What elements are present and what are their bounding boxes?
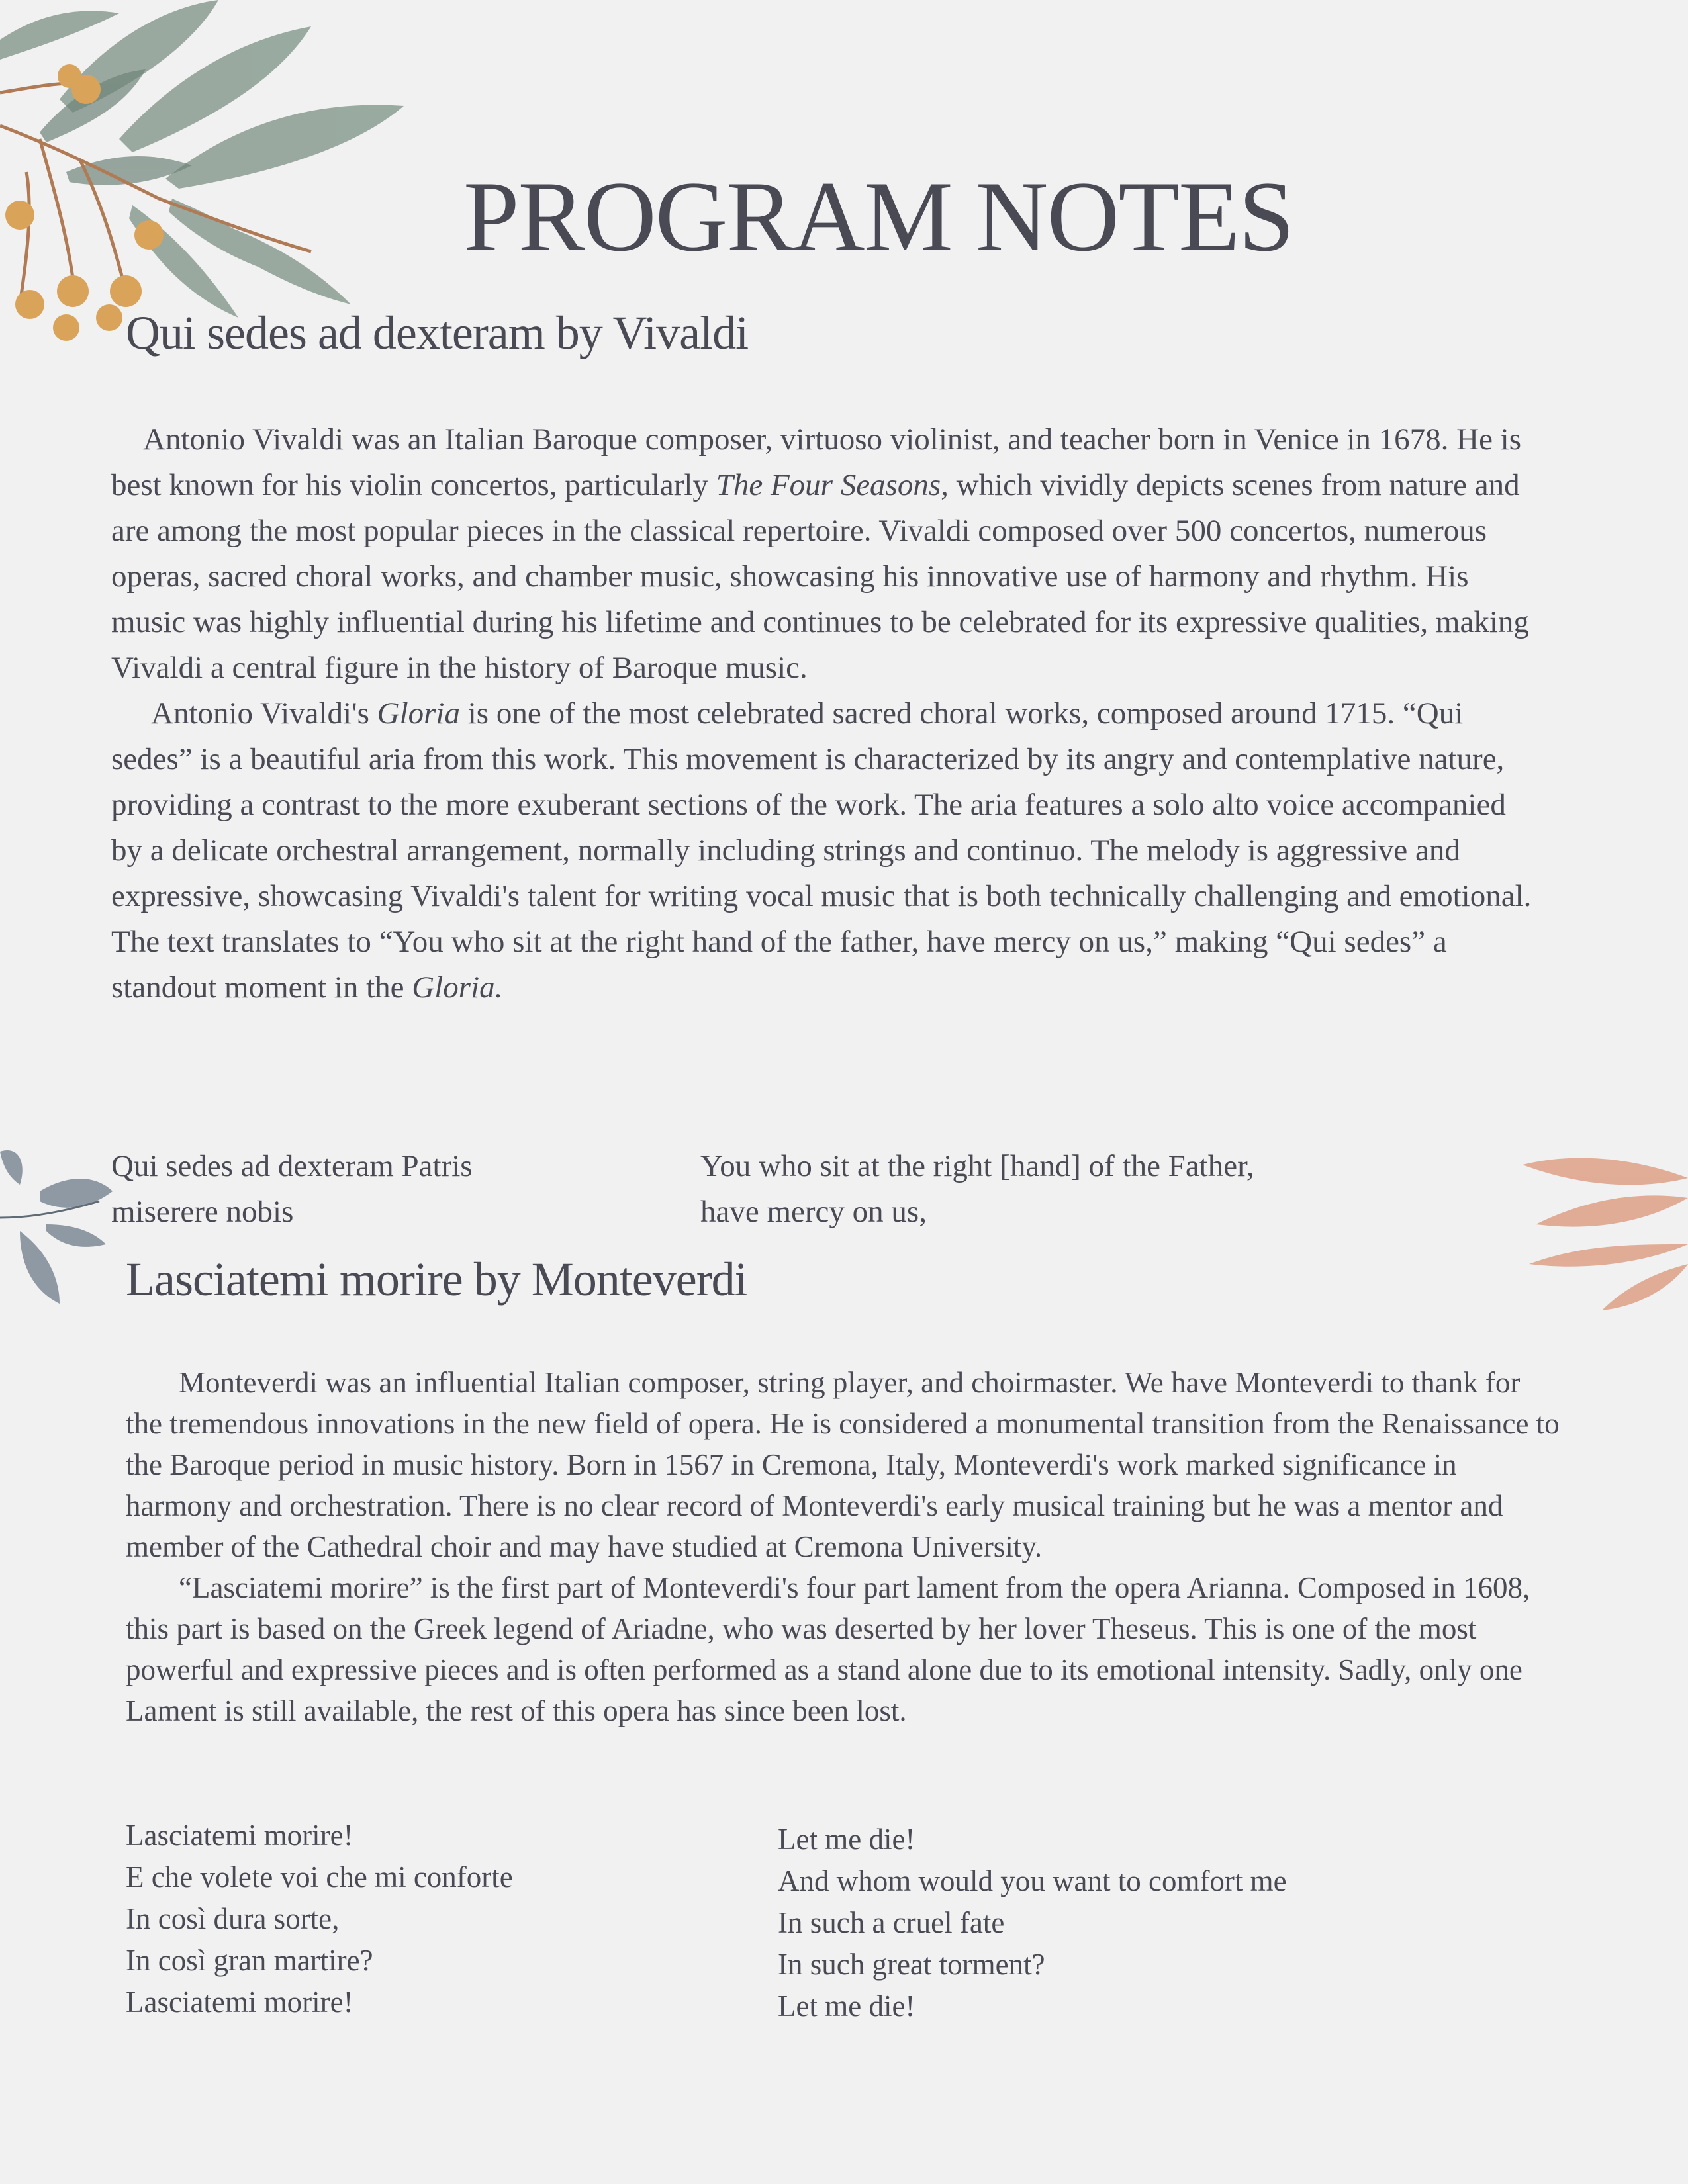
monteverdi-lyrics-italian bbox=[126, 1815, 761, 2023]
eucalyptus-branch-illustration bbox=[0, 0, 543, 357]
lyric-line: And whom would you want to comfort me bbox=[778, 1864, 1287, 1897]
vivaldi-lyrics-latin bbox=[111, 1144, 694, 1235]
vivaldi-heading: Qui sedes ad dexteram by Vivaldi bbox=[126, 306, 749, 359]
vivaldi-lyrics-english bbox=[700, 1144, 1429, 1235]
peach-leaves-illustration bbox=[1523, 1152, 1688, 1330]
lyric-line: In such great torment? bbox=[778, 1948, 1045, 1981]
monteverdi-heading: Lasciatemi morire by Monteverdi bbox=[126, 1253, 747, 1306]
lyric-line: You who sit at the right [hand] of the Father, bbox=[700, 1149, 1254, 1183]
lyric-line: In such a cruel fate bbox=[778, 1906, 1005, 1939]
lyric-line: Lasciatemi morire! bbox=[126, 1985, 353, 2019]
lyric-line: Let me die! bbox=[778, 1989, 915, 2023]
lyric-line: miserere nobis bbox=[111, 1195, 294, 1229]
vivaldi-paragraph-1: Antonio Vivaldi was an Italian Baroque composer, virtuoso violinist, and teacher born in Venice in 1678. He is best known for his violin concertos, particularly The Four Seasons, which vividly depicts scenes from nature and are among the most popular pieces in the classical repertoire. Vivaldi composed over 500 concertos, numerous operas, sacred choral works, and chamber music, showcasing his innovative use of harmony and rhythm. His music was highly influential during his lifetime and continues to be celebrated for its expressive qualities, making Vivaldi a central figure in the history of Baroque music. bbox=[111, 422, 1529, 685]
lyric-line: Qui sedes ad dexteram Patris bbox=[111, 1149, 473, 1183]
monteverdi-paragraph-2: “Lasciatemi morire” is the first part of Monteverdi's four part lament from the opera Arianna. Composed in 1608, this part is based on the Greek legend of Ariadne, who was deserted by her lover Theseus. This is one of the most powerful and expressive pieces and is often performed as a stand alone due to its emotional intensity. Sadly, only one Lament is still available, the rest of this opera has since been lost. bbox=[126, 1571, 1530, 1727]
lyric-line: Let me die! bbox=[778, 1823, 915, 1856]
lyric-line: In così dura sorte, bbox=[126, 1902, 340, 1935]
lyric-line: In così gran martire? bbox=[126, 1944, 373, 1977]
vivaldi-notes bbox=[111, 417, 1534, 1011]
lyric-line: Lasciatemi morire! bbox=[126, 1819, 353, 1852]
monteverdi-notes bbox=[126, 1362, 1562, 1731]
lyric-line: have mercy on us, bbox=[700, 1195, 927, 1229]
monteverdi-lyrics-english bbox=[778, 1819, 1506, 2027]
slate-leaves-illustration bbox=[0, 1138, 119, 1310]
vivaldi-paragraph-2: Antonio Vivaldi's Gloria is one of the most celebrated sacred choral works, composed around 1715. “Qui sedes” is a beautiful aria from this work. This movement is characterized by its angry and contemplative nature, providing a contrast to the more exuberant sections of the work. The aria features a solo alto voice accompanied by a delicate orchestral arrangement, normally including strings and continuo. The melody is aggressive and expressive, showcasing Vivaldi's talent for writing vocal music that is both technically challenging and emotional. The text translates to “You who sit at the right hand of the father, have mercy on us,” making “Qui sedes” a standout moment in the Gloria. bbox=[111, 696, 1532, 1005]
lyric-line: E che volete voi che mi conforte bbox=[126, 1860, 513, 1893]
page-title: PROGRAM NOTES bbox=[463, 161, 1293, 272]
monteverdi-paragraph-1: Monteverdi was an influential Italian composer, string player, and choirmaster. We have Monteverdi to thank for the tremendous innovations in the new field of opera. He is considered a monumental transition from the Renaissance to the Baroque period in music history. Born in 1567 in Cremona, Italy, Monteverdi's work marked significance in harmony and orchestration. There is no clear record of Monteverdi's early musical training but he was a mentor and member of the Cathedral choir and may have studied at Cremona University. bbox=[126, 1366, 1560, 1563]
